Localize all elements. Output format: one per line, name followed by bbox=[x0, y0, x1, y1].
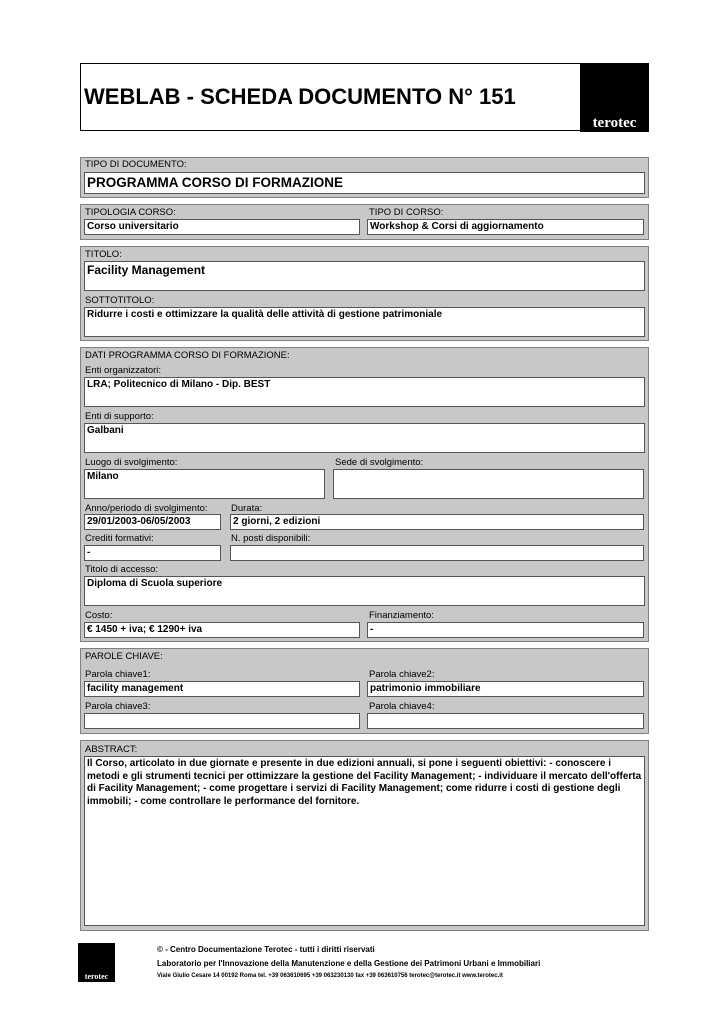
sede-field[interactable] bbox=[333, 469, 644, 499]
parola-chiave1-label: Parola chiave1: bbox=[85, 669, 151, 680]
footer-terotec-logo: terotec bbox=[78, 943, 115, 982]
costo-field[interactable]: € 1450 + iva; € 1290+ iva bbox=[84, 622, 360, 638]
enti-supporto-label: Enti di supporto: bbox=[85, 411, 154, 422]
posti-field[interactable] bbox=[230, 545, 644, 561]
footer-lab-name: Laboratorio per l'Innovazione della Manutenzione e della Gestione dei Patrimoni Urbani e Immobiliari bbox=[157, 959, 541, 968]
parola-chiave4-field[interactable] bbox=[367, 713, 644, 729]
tipo-documento-label: TIPO DI DOCUMENTO: bbox=[85, 159, 187, 170]
luogo-field[interactable]: Milano bbox=[84, 469, 325, 499]
titolo-accesso-label: Titolo di accesso: bbox=[85, 564, 159, 575]
terotec-logo: terotec bbox=[580, 63, 649, 132]
parola-chiave1-field[interactable]: facility management bbox=[84, 681, 360, 697]
footer-contacts: Viale Giulio Cesare 14 00192 Roma tel. +39 063610695 +39 063230130 fax +39 063610756 terotec@terotec.it www.terotec.it bbox=[157, 973, 503, 979]
tipologia-corso-field[interactable]: Corso universitario bbox=[84, 219, 360, 235]
titolo-field[interactable]: Facility Management bbox=[84, 261, 645, 291]
posti-label: N. posti disponibili: bbox=[231, 533, 311, 544]
tipologia-corso-label: TIPOLOGIA CORSO: bbox=[85, 207, 176, 218]
abstract-field[interactable]: Il Corso, articolato in due giornate e presente in due edizioni annuali, si pone i seguenti obiettivi: - conoscere i metodi e gli strumenti tecnici per ottimizzare la gestione del Facility Management; - individuare il mercato dell'offerta di Facility Management; - come progettare i servizi di Facility Management; come ridurre i costi di gestione degli immobili; - come controllare le performance del fornitore. bbox=[84, 756, 645, 926]
tipo-corso-label: TIPO DI CORSO: bbox=[369, 207, 444, 218]
costo-label: Costo: bbox=[85, 610, 113, 621]
footer-copyright: © - Centro Documentazione Terotec - tutti i diritti riservati bbox=[157, 945, 375, 954]
enti-organizzatori-label: Enti organizzatori: bbox=[85, 365, 162, 376]
abstract-label: ABSTRACT: bbox=[85, 744, 138, 755]
parole-chiave-label: PAROLE CHIAVE: bbox=[85, 651, 163, 662]
titolo-accesso-field[interactable]: Diploma di Scuola superiore bbox=[84, 576, 645, 606]
luogo-label: Luogo di svolgimento: bbox=[85, 457, 178, 468]
durata-label: Durata: bbox=[231, 503, 263, 514]
parola-chiave3-label: Parola chiave3: bbox=[85, 701, 151, 712]
crediti-label: Crediti formativi: bbox=[85, 533, 154, 544]
anno-label: Anno/periodo di svolgimento: bbox=[85, 503, 208, 514]
tipo-corso-field[interactable]: Workshop & Corsi di aggiornamento bbox=[367, 219, 644, 235]
finanziamento-field[interactable]: - bbox=[367, 622, 644, 638]
sottotitolo-field[interactable]: Ridurre i costi e ottimizzare la qualità delle attività di gestione patrimoniale bbox=[84, 307, 645, 337]
tipo-documento-field[interactable]: PROGRAMMA CORSO DI FORMAZIONE bbox=[84, 172, 645, 194]
titolo-label: TITOLO: bbox=[85, 249, 122, 260]
parola-chiave2-field[interactable]: patrimonio immobiliare bbox=[367, 681, 644, 697]
page-title: WEBLAB - SCHEDA DOCUMENTO N° 151 bbox=[84, 84, 516, 109]
enti-supporto-field[interactable]: Galbani bbox=[84, 423, 645, 453]
parola-chiave2-label: Parola chiave2: bbox=[369, 669, 435, 680]
finanziamento-label: Finanziamento: bbox=[369, 610, 434, 621]
dati-programma-label: DATI PROGRAMMA CORSO DI FORMAZIONE: bbox=[85, 350, 290, 361]
parola-chiave3-field[interactable] bbox=[84, 713, 360, 729]
anno-field[interactable]: 29/01/2003-06/05/2003 bbox=[84, 514, 221, 530]
durata-field[interactable]: 2 giorni, 2 edizioni bbox=[230, 514, 644, 530]
parola-chiave4-label: Parola chiave4: bbox=[369, 701, 435, 712]
sottotitolo-label: SOTTOTITOLO: bbox=[85, 295, 155, 306]
crediti-field[interactable]: - bbox=[84, 545, 221, 561]
sede-label: Sede di svolgimento: bbox=[335, 457, 424, 468]
enti-organizzatori-field[interactable]: LRA; Politecnico di Milano - Dip. BEST bbox=[84, 377, 645, 407]
